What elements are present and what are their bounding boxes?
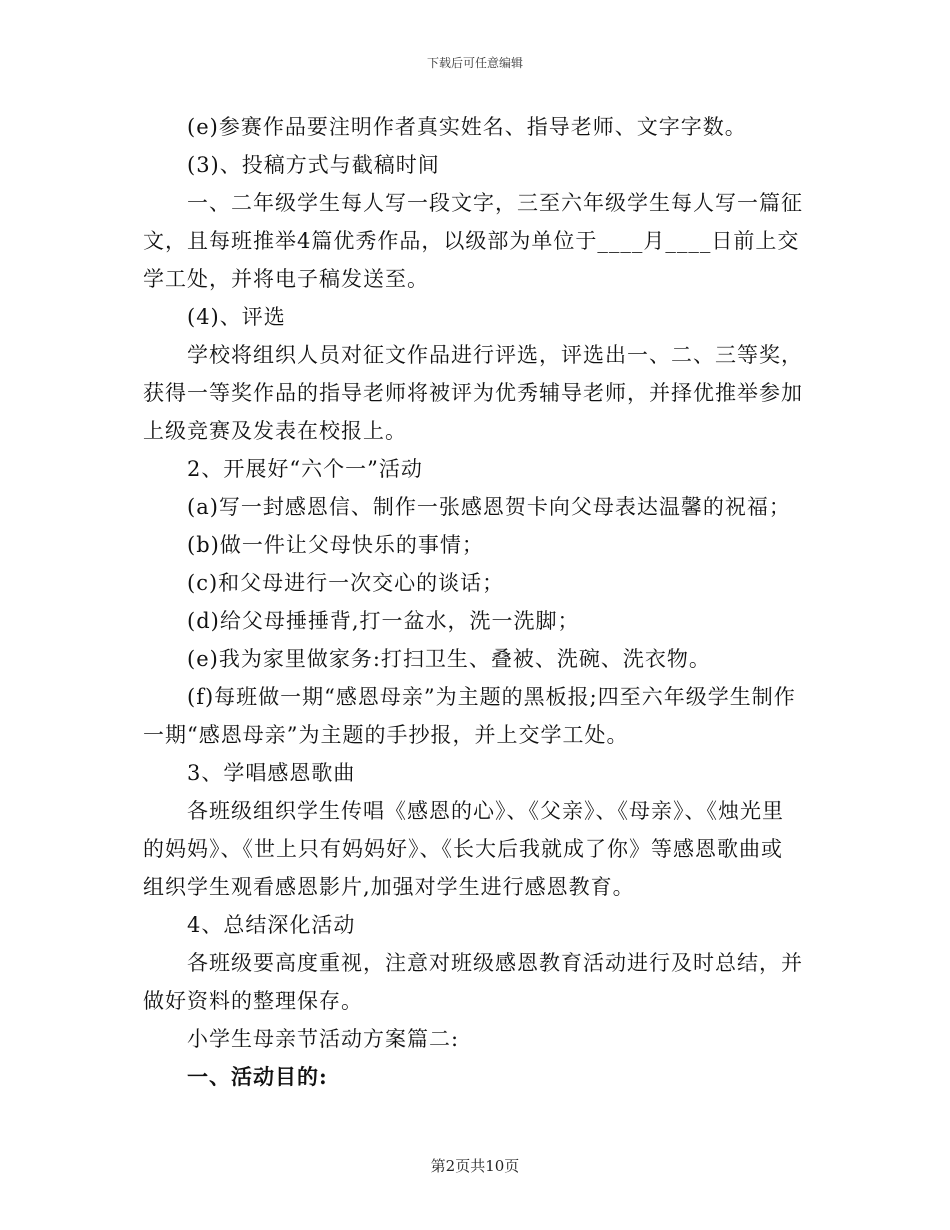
list-item: (d)给父母捶捶背,打一盆水，洗一洗脚； [187, 609, 580, 633]
section-heading: 2、开展好“六个一”活动 [187, 457, 423, 481]
paragraph: (e)参赛作品要注明作者真实姓名、指导老师、文字字数。 [187, 115, 747, 139]
section-heading: (4)、评选 [187, 305, 286, 329]
list-item: (b)做一件让父母快乐的事情； [187, 533, 484, 557]
list-item: (c)和父母进行一次交心的谈话； [187, 571, 505, 595]
paragraph: 各班级组织学生传唱《感恩的心》、《父亲》、《母亲》、《烛光里的妈妈》、《世上只有妈妈好》、《长大后我就成了你》等感恩歌曲或组织学生观看感恩影片,加强对学生进行感恩教育。 [143, 799, 784, 899]
page-header-note: 下载后可任意编辑 [426, 56, 523, 70]
page-number: 第2页共10页 [430, 1157, 520, 1175]
article-subtitle: 小学生母亲节活动方案篇二: [187, 1027, 460, 1051]
section-heading: 3、学唱感恩歌曲 [187, 761, 356, 785]
list-item: (e)我为家里做家务:打扫卫生、叠被、洗碗、洗衣物。 [187, 647, 711, 671]
paragraph: 学校将组织人员对征文作品进行评选，评选出一、二、三等奖，获得一等奖作品的指导老师将被评为优秀辅导老师，并择优推举参加上级竞赛及发表在校报上。 [143, 343, 803, 443]
bold-heading: 一、活动目的: [187, 1064, 328, 1089]
list-item: (f)每班做一期“感恩母亲”为主题的黑板报;四至六年级学生制作一期“感恩母亲”为主题的手抄报，并上交学工处。 [143, 685, 796, 747]
paragraph: 各班级要高度重视，注意对班级感恩教育活动进行及时总结，并做好资料的整理保存。 [143, 951, 803, 1013]
paragraph: 一、二年级学生每人写一段文字，三至六年级学生每人写一篇征文，且每班推举4篇优秀作品，以级部为单位于____月____日前上交学工处，并将电子稿发送至。 [143, 191, 803, 291]
document-body [143, 108, 803, 1096]
section-heading: 4、总结深化活动 [187, 913, 356, 937]
section-heading: (3)、投稿方式与截稿时间 [187, 153, 440, 177]
list-item: (a)写一封感恩信、制作一张感恩贺卡向父母表达温馨的祝福； [187, 495, 791, 519]
